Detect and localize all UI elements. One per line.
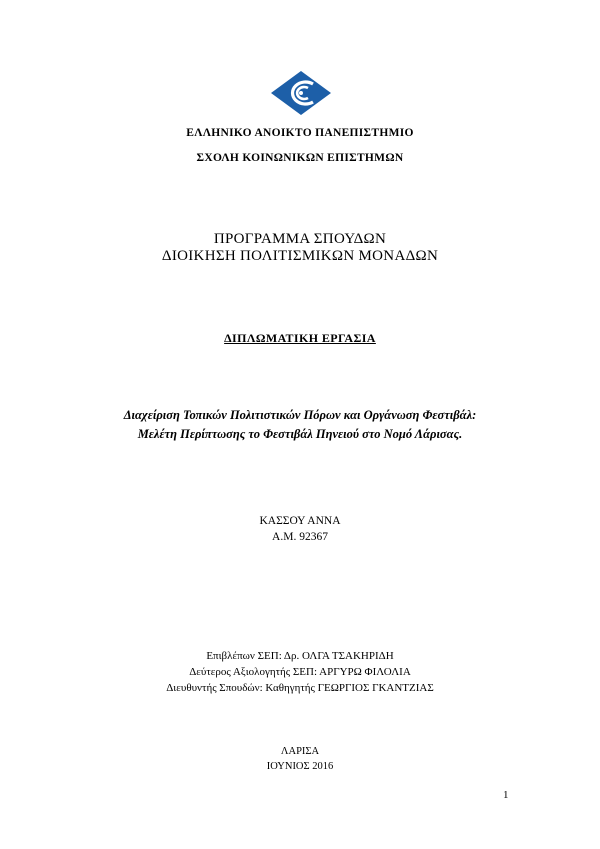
page-number: 1	[503, 789, 509, 801]
author-name: ΚΑΣΣΟΥ ΑΝΝΑ	[259, 515, 341, 527]
program-name: ΔΙΟΙΚΗΣΗ ΠΟΛΙΤΙΣΜΙΚΩΝ ΜΟΝΑΔΩΝ	[161, 248, 439, 264]
document-type: ΔΙΠΛΩΜΑΤΙΚΗ ΕΡΓΑΣΙΑ	[224, 331, 376, 345]
student-id: Α.Μ. 92367	[272, 531, 328, 543]
second-reviewer: Δεύτερος Αξιολογητής ΣΕΠ: ΑΡΓΥΡΩ ΦΙΛΟΛΙΑ	[189, 666, 411, 678]
city: ΛΑΡΙΣΑ	[280, 746, 320, 757]
thesis-title-line-2: Μελέτη Περίπτωσης το Φεστιβάλ Πηνειού στο Νομό Λάρισας.	[137, 427, 463, 441]
thesis-title-line-1: Διαχείριση Τοπικών Πολιτιστικών Πόρων και Οργάνωση Φεστιβάλ:	[123, 408, 477, 422]
date: ΙΟΥΝΙΟΣ 2016	[266, 761, 334, 772]
school-name: ΣΧΟΛΗ ΚΟΙΝΩΝΙΚΩΝ ΕΠΙΣΤΗΜΩΝ	[196, 152, 404, 164]
supervisor: Επιβλέπων ΣΕΠ: Δρ. ΟΛΓΑ ΤΣΑΚΗΡΙΔΗ	[206, 650, 394, 662]
program-director: Διευθυντής Σπουδών: Καθηγητής ΓΕΩΡΓΙΟΣ ΓΚΑΝΤΖΙΑΣ	[166, 682, 434, 694]
university-logo-icon	[270, 70, 332, 116]
university-name: ΕΛΛΗΝΙΚΟ ΑΝΟΙΚΤΟ ΠΑΝΕΠΙΣΤΗΜΙΟ	[186, 127, 414, 139]
program-label: ΠΡΟΓΡΑΜΜΑ ΣΠΟΥΔΩΝ	[213, 231, 387, 247]
